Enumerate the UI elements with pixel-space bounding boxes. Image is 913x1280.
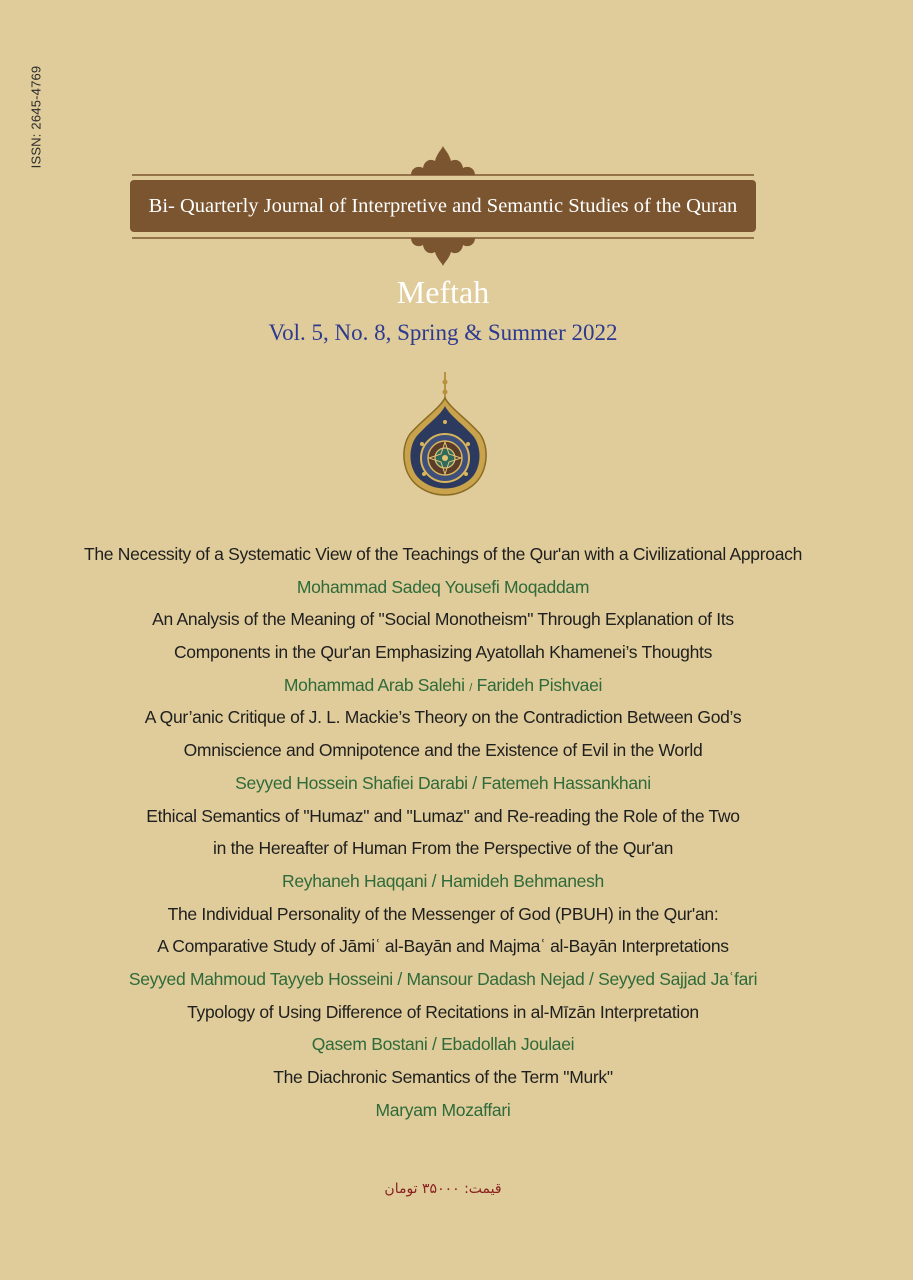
article-entry	[0, 701, 886, 799]
bottom-pendant-icon	[411, 238, 475, 266]
article-title: Ethical Semantics of "Humaz" and "Lumaz" and Re-reading the Role of the Two	[146, 805, 740, 826]
article-title: The Individual Personality of the Messenger of God (PBUH) in the Qur'an:	[167, 903, 719, 924]
article-entry	[0, 898, 886, 996]
article-title: The Diachronic Semantics of the Term "Murk"	[273, 1067, 613, 1087]
article-title: in the Hereafter of Human From the Perspective of the Qur'an	[212, 838, 673, 859]
article-title: The Necessity of a Systematic View of the Teachings of the Qur'an with a Civilizational Approach	[83, 544, 803, 564]
price-label: قیمت: ۳۵۰۰۰ تومان	[384, 1181, 502, 1197]
author-name: Seyyed Hossein Shafiei Darabi	[235, 772, 468, 793]
article-authors	[0, 1094, 886, 1127]
author-name: Seyyed Sajjad Jaʿfari	[598, 968, 758, 989]
article-authors	[0, 669, 886, 702]
article-authors	[0, 1028, 886, 1061]
article-title: A Comparative Study of Jāmiʿ al-Bayān and Majmaʿ al-Bayān Interpretations	[157, 936, 729, 957]
author-name: Reyhaneh Haqqani	[282, 870, 428, 891]
article-title: Typology of Using Difference of Recitations in al-Mīzān Interpretation	[187, 1001, 699, 1022]
article-entry	[0, 603, 886, 701]
article-entry	[0, 538, 886, 603]
author-name: Maryam Mozaffari	[375, 1099, 511, 1120]
author-name: Qasem Bostani	[311, 1034, 428, 1055]
article-entry	[0, 996, 886, 1061]
article-authors	[0, 963, 886, 996]
article-entry	[0, 800, 886, 898]
issn-label	[4, 62, 68, 172]
author-name: Ebadollah Joulaei	[441, 1034, 575, 1055]
author-separator: /	[397, 968, 402, 989]
journal-name: Meftah	[396, 274, 490, 310]
article-title: An Analysis of the Meaning of "Social Monotheism" Through Explanation of Its	[152, 609, 734, 630]
author-name: Mohammad Sadeq Yousefi Moqaddam	[296, 576, 590, 597]
author-name: Fatemeh Hassankhani	[481, 772, 651, 793]
article-authors	[0, 767, 886, 800]
article-title: A Qur’anic Critique of J. L. Mackie’s Theory on the Contradiction Between God’s	[144, 707, 742, 728]
volume-info: Vol. 5, No. 8, Spring & Summer 2022	[268, 320, 618, 345]
ornamental-medallion-icon	[400, 370, 490, 505]
author-name: Hamideh Behmanesh	[440, 870, 604, 891]
article-title: Omniscience and Omnipotence and the Existence of Evil in the World	[183, 740, 703, 761]
journal-subtitle: Bi- Quarterly Journal of Interpretive and Semantic Studies of the Quran	[148, 194, 738, 217]
article-authors	[0, 865, 886, 898]
author-name: Farideh Pishvaei	[476, 674, 603, 695]
top-crown-icon	[411, 146, 475, 175]
author-separator: /	[472, 772, 477, 793]
issn-text: ISSN: 2645-4769	[28, 65, 44, 169]
journal-banner	[130, 144, 756, 268]
author-separator: /	[469, 681, 472, 694]
author-separator: /	[431, 870, 437, 891]
author-name: Seyyed Mahmoud Tayyeb Hosseini	[128, 968, 393, 989]
article-entry	[0, 1061, 886, 1126]
article-authors	[0, 571, 886, 604]
article-title: Components in the Qur'an Emphasizing Ayatollah Khamenei’s Thoughts	[173, 642, 713, 663]
author-name: Mohammad Arab Salehi	[283, 674, 465, 695]
table-of-contents	[0, 538, 886, 1126]
author-separator: /	[432, 1034, 437, 1055]
author-name: Mansour Dadash Nejad	[406, 968, 585, 989]
author-separator: /	[588, 968, 594, 989]
